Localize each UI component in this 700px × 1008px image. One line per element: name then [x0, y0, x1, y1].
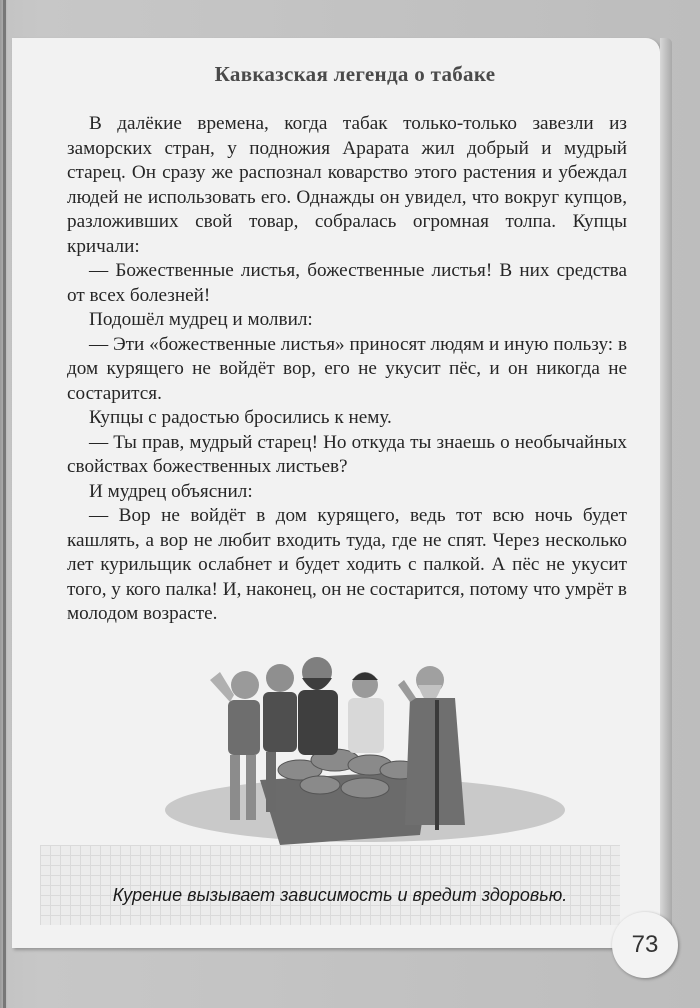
basket: [260, 770, 430, 845]
paragraph: — Эти «божественные листья» приносят людям и иную пользу: в дом курящего не войдёт вор, его не укусит пёс, и он никогда не состарится.: [67, 333, 627, 404]
book-spine: [3, 0, 6, 1008]
merchant-figure: [298, 657, 338, 755]
paragraph: И мудрец объяснил:: [89, 480, 253, 502]
paragraph: — Ты прав, мудрый старец! Но откуда ты знаешь о необычайных свойствах божественных листьев?: [67, 431, 627, 477]
paragraph: — Божественные листья, божественные листья! В них средства от всех болезней!: [67, 260, 627, 306]
merchants-and-sage-illustration: [130, 640, 600, 850]
paragraph: В далёкие времена, когда табак только-только завезли из заморских стран, у подножия Арарата жил добрый и мудрый старец. Он сразу же распознал коварство этого растения и убеждал людей не использовать его. Однажды он увидел, что вокруг купцов, разложивших свой товар, собралась огромная толпа. Купцы кричали:: [67, 113, 627, 257]
paragraph: Купцы с радостью бросились к нему.: [89, 407, 392, 428]
merchant-figure: [348, 672, 384, 753]
page-number: 73: [612, 912, 678, 978]
health-warning: Курение вызывает зависимость и вредит здоровью.: [112, 885, 568, 905]
legend-text: [67, 112, 627, 627]
paragraph: Подошёл мудрец и молвил:: [89, 309, 313, 330]
paragraph: — Вор не войдёт в дом курящего, ведь тот всю ночь будет кашлять, а вор не любит входить туда, где не спят. Через несколько лет курильщик ослабнет и будет ходить с палкой. А пёс не укусит того, у кого палка! И, наконец, он не состарится, потому что умрёт в молодом возрасте.: [67, 505, 627, 624]
page-title: Кавказская легенда о табаке: [214, 62, 496, 86]
page-edge: [660, 38, 672, 948]
sage-figure: [398, 666, 465, 830]
